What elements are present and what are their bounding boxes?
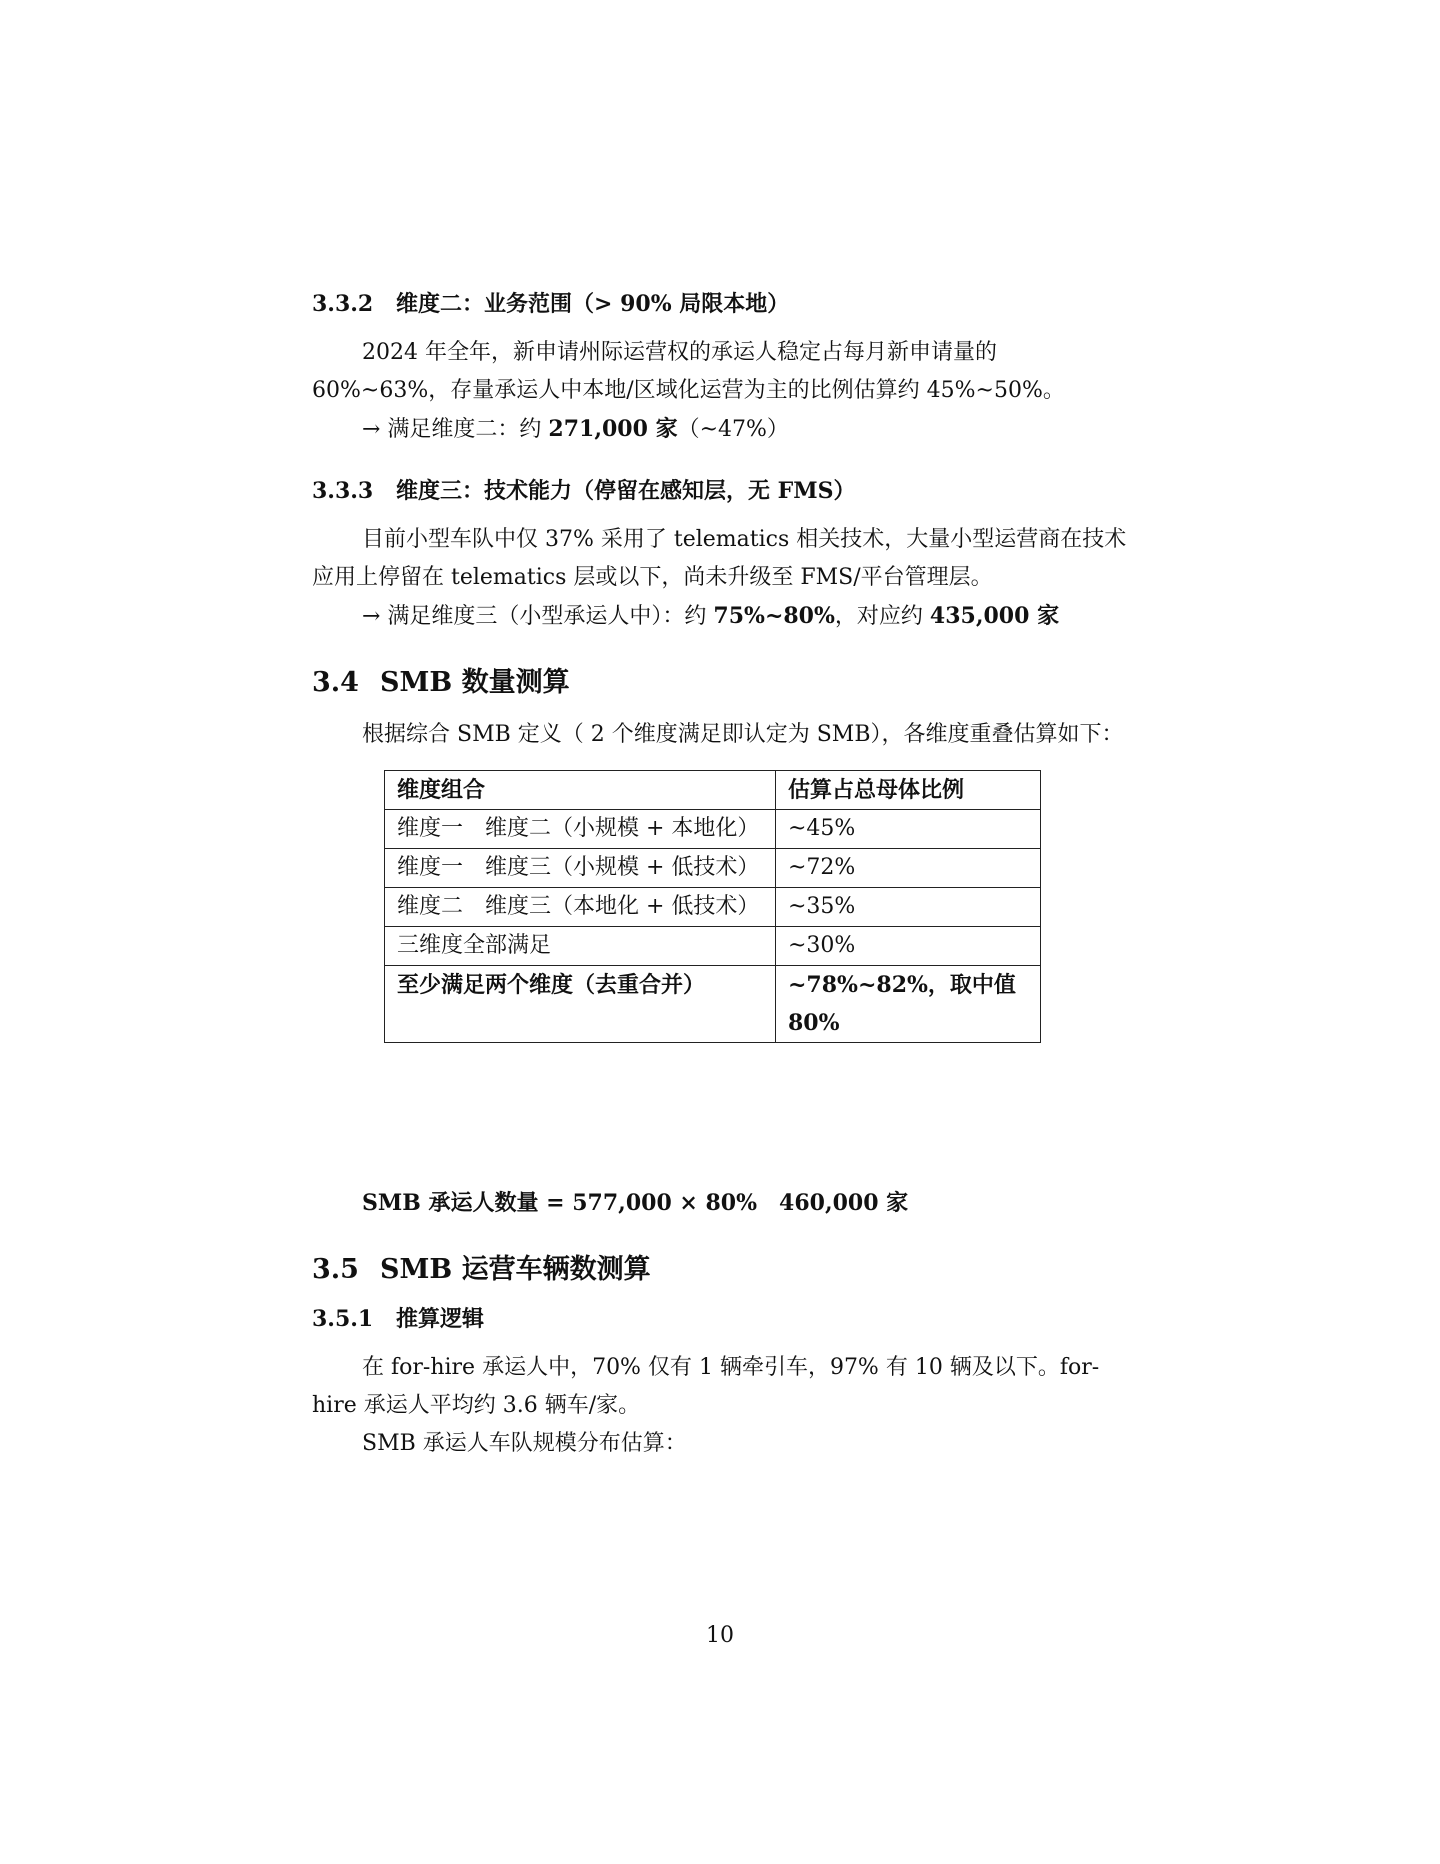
section-number: 3.5.1: [312, 1306, 374, 1332]
table-row: [385, 927, 1041, 966]
heading-3-3-2: [312, 288, 1142, 320]
heading-3-5-1: [312, 1303, 1142, 1335]
table-cell: ~45%: [776, 810, 1041, 849]
section-number: 3.3.2: [312, 291, 374, 317]
table-header-row: [385, 771, 1041, 810]
table-row: [385, 810, 1041, 849]
paragraph-3-3-2: 2024 年全年，新申请州际运营权的承运人稳定占每月新申请量的 60%~63%，存量承运人中本地/区域化运营为主的比例估算约 45%~50%。: [312, 340, 1065, 403]
table-cell: 维度二 维度三（本地化 + 低技术）: [385, 888, 776, 927]
page-number: 10: [706, 1623, 734, 1648]
result-prefix: → 满足维度三（小型承运人中）：约: [362, 604, 714, 629]
table-cell: 三维度全部满足: [385, 927, 776, 966]
table-cell: ~72%: [776, 849, 1041, 888]
page-body: [312, 288, 1142, 1463]
table-row: [385, 849, 1041, 888]
result-suffix: （~47%）: [677, 417, 789, 442]
dimension-table: [384, 770, 1041, 1043]
result-prefix: → 满足维度二：约: [362, 417, 549, 442]
result-line-3-3-2: [312, 410, 1142, 449]
section-number: 3.4: [312, 667, 359, 698]
table-row: [385, 888, 1041, 927]
formula-line: [312, 1184, 1142, 1223]
result-value: 435,000 家: [929, 603, 1060, 629]
table-row: [385, 966, 1041, 1043]
section-number: 3.5: [312, 1254, 359, 1285]
table-cell: ~30%: [776, 927, 1041, 966]
paragraph-3-5-1-b: SMB 承运人车队规模分布估算：: [362, 1431, 687, 1456]
formula: SMB 承运人数量 = 577,000 × 80% 460,000 家: [362, 1190, 909, 1216]
heading-3-5: [312, 1251, 1142, 1289]
table-wrapper: [312, 770, 1142, 1166]
result-line-3-3-3: [312, 597, 1142, 636]
paragraph-3-4: 根据综合 SMB 定义（ 2 个维度满足即认定为 SMB），各维度重叠估算如下：: [362, 722, 1124, 747]
section-title: 维度三：技术能力（停留在感知层，无 FMS）: [396, 478, 856, 504]
table-cell: 维度一 维度二（小规模 + 本地化）: [385, 810, 776, 849]
section-number: 3.3.3: [312, 478, 374, 504]
section-title: SMB 运营车辆数测算: [380, 1254, 651, 1285]
table-header: 维度组合: [385, 771, 776, 810]
table-cell: 维度一 维度三（小规模 + 低技术）: [385, 849, 776, 888]
result-middle: ，对应约: [834, 604, 930, 629]
table-header: 估算占总母体比例: [776, 771, 1041, 810]
table-cell: 至少满足两个维度（去重合并）: [385, 966, 776, 1043]
section-title: SMB 数量测算: [380, 667, 570, 698]
paragraph-3-3-3: 目前小型车队中仅 37% 采用了 telematics 相关技术，大量小型运营商在技术应用上停留在 telematics 层或以下，尚未升级至 FMS/平台管理层。: [312, 527, 1127, 590]
table-cell: ~35%: [776, 888, 1041, 927]
section-title: 维度二：业务范围（> 90% 局限本地）: [396, 291, 790, 317]
heading-3-4: [312, 664, 1142, 702]
section-title: 推算逻辑: [396, 1306, 485, 1332]
result-percent: 75%~80%: [713, 603, 835, 629]
heading-3-3-3: [312, 475, 1142, 507]
result-value: 271,000 家: [548, 416, 678, 442]
paragraph-3-5-1: 在 for-hire 承运人中，70% 仅有 1 辆牵引车，97% 有 10 辆及以下。for-hire 承运人平均约 3.6 辆车/家。: [312, 1355, 1100, 1418]
table-cell: ~78%~82%，取中值 80%: [776, 966, 1041, 1043]
